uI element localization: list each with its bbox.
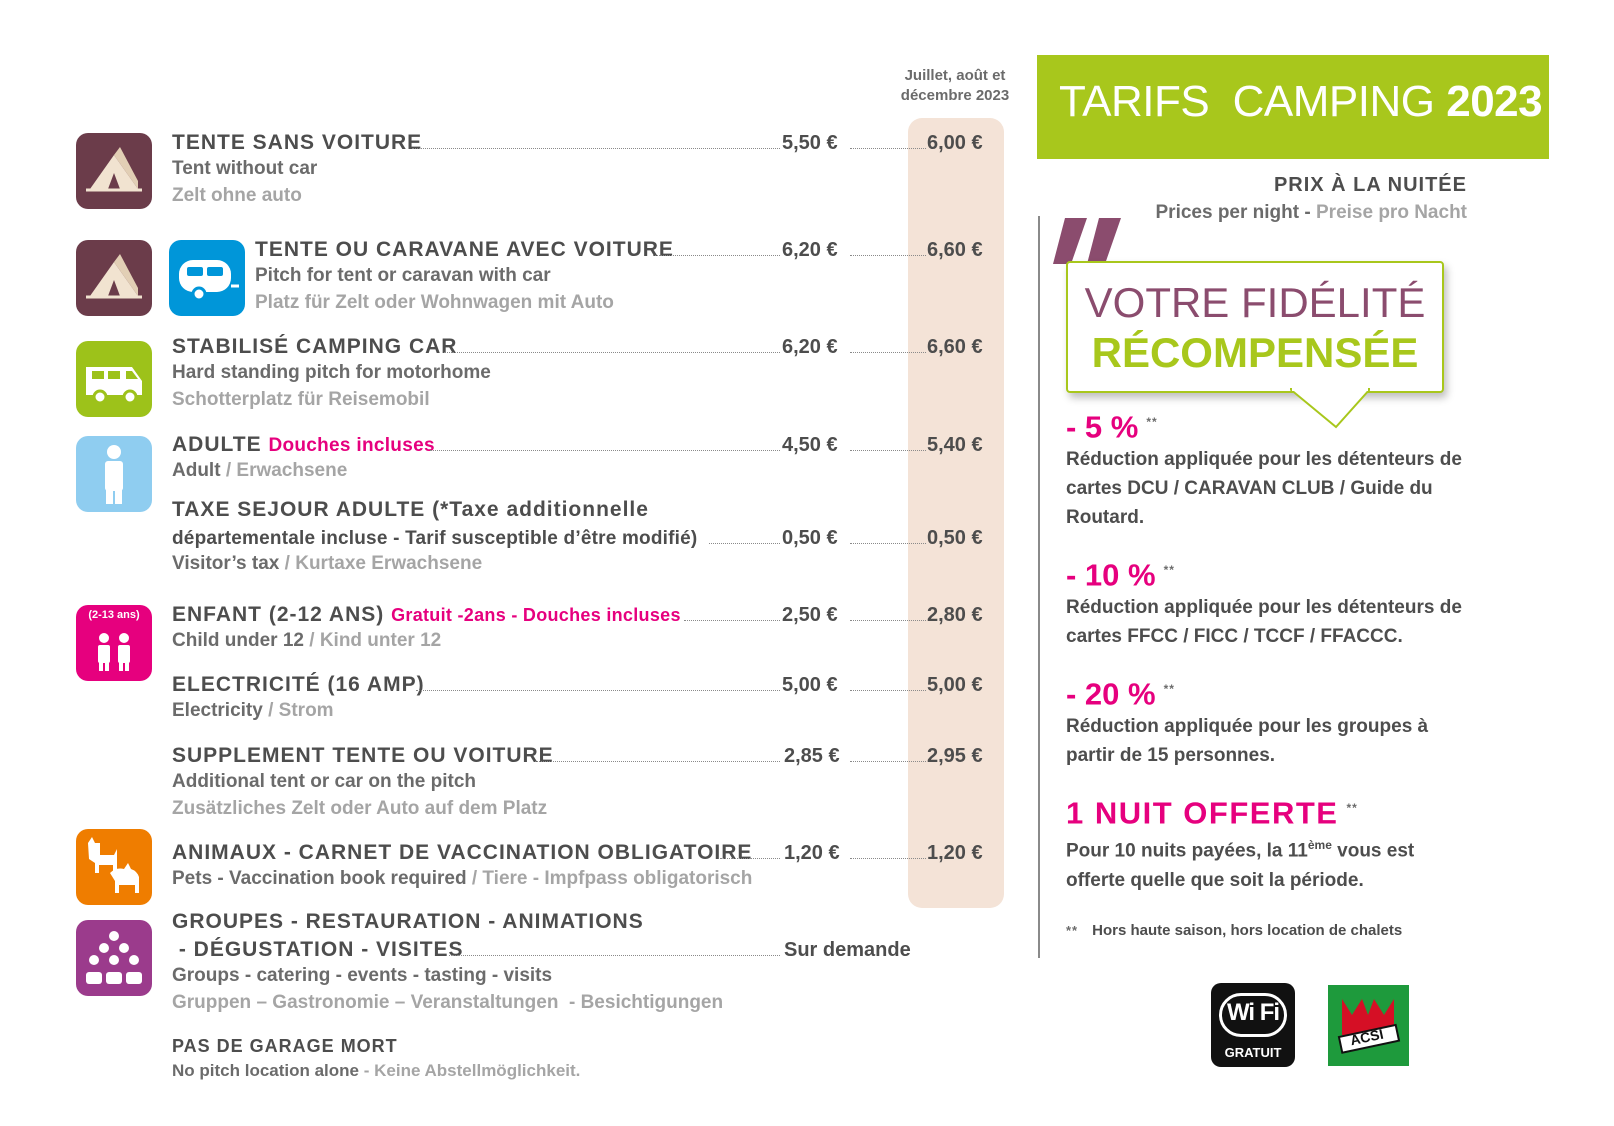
row-title: SUPPLEMENT TENTE OU VOITURE	[172, 744, 554, 767]
price-standard: 6,20 €	[782, 239, 838, 261]
per-night-en: Prices per night	[1155, 202, 1300, 223]
row-title: STABILISÉ CAMPING CAR	[172, 335, 458, 358]
price-standard: 6,20 €	[782, 336, 838, 358]
column-header-line2: décembre 2023	[900, 87, 1010, 104]
discount-text: Réduction appliquée pour les groupes à partir de 15 personnes.	[1066, 716, 1429, 767]
row-english: Groups - catering - events - tasting - visits	[172, 965, 553, 986]
row-title-line1: GROUPES - RESTAURATION - ANIMATIONS	[172, 910, 644, 933]
price-standard: 0,50 €	[782, 527, 838, 549]
offer-title: 1 NUIT OFFERTE	[1066, 795, 1339, 831]
caravan-icon	[169, 240, 245, 316]
discount-10: - 10 % ** Réduction appliquée pour les détenteurs de cartes FFCC / FICC / TCCF / FFACCC.	[1066, 552, 1466, 651]
row-german: Gruppen – Gastronomie – Veranstaltungen - Besichtigungen	[172, 992, 724, 1013]
row-english: Visitor’s tax	[172, 553, 280, 574]
footnote: ** Hors haute saison, hors location de chalets	[1066, 922, 1403, 939]
row-english: Tent without car	[172, 158, 318, 179]
row-title: TENTE SANS VOITURE	[172, 131, 423, 154]
loyalty-speech-bubble	[1066, 261, 1444, 393]
tent-icon	[76, 240, 152, 316]
row-title: ENFANT (2-12 ANS)	[172, 603, 385, 626]
row-english: Hard standing pitch for motorhome	[172, 362, 491, 383]
row-note: Douches incluses	[268, 435, 435, 456]
discount-value: - 10 %	[1066, 557, 1156, 593]
row-german: Zelt ohne auto	[172, 185, 302, 206]
price-row-tent-or-caravan-with-car	[255, 232, 983, 316]
row-note: Gratuit -2ans - Douches incluses	[391, 605, 681, 625]
price-standard: 4,50 €	[782, 434, 838, 456]
per-night-de: Preise pro Nacht	[1316, 202, 1467, 223]
price-row-child: ENFANT (2-12 ANS) Gratuit -2ans - Douches incluses 2,50 € 2,80 € Child under 12 / Kind unter 12	[172, 603, 983, 651]
title-year: 2023	[1446, 77, 1543, 126]
price-high-season: 5,00 €	[927, 674, 983, 696]
loyalty-line1: VOTRE FIDÉLITÉ	[1084, 279, 1426, 326]
child-icon	[76, 605, 152, 681]
row-title: ADULTE	[172, 433, 262, 456]
row-german: Platz für Zelt oder Wohnwagen mit Auto	[255, 292, 614, 313]
price-high-season: 2,80 €	[927, 604, 983, 626]
free-night-offer: 1 NUIT OFFERTE ** Pour 10 nuits payées, la 11ème vous est offerte quelle que soit la période.	[1066, 790, 1466, 895]
row-title: ELECTRICITÉ (16 AMP)	[172, 673, 425, 696]
groups-icon	[76, 920, 152, 996]
row-english: Pets - Vaccination book required	[172, 868, 467, 889]
row-german: Strom	[278, 700, 334, 721]
wifi-logo-subtext: GRATUIT	[1224, 1045, 1282, 1060]
price-row-visitor-tax: TAXE SEJOUR ADULTE (*Taxe additionnelle départementale incluse - Tarif susceptible d’être modifié) 0,50 € 0,50 € Visitor’s tax / Kurtaxe Erwachsene	[172, 498, 983, 574]
per-night-fr: PRIX À LA NUITÉE	[1273, 174, 1467, 196]
price-high-season: 2,95 €	[927, 745, 983, 767]
row-german: Tiere - Impfpass obligatorisch	[482, 868, 753, 889]
row-title: TENTE OU CARAVANE AVEC VOITURE	[255, 238, 674, 261]
price-row-groups	[172, 908, 912, 1016]
discount-text: Réduction appliquée pour les détenteurs de cartes DCU / CARAVAN CLUB / Guide du Routard.	[1066, 449, 1462, 529]
tent-icon	[76, 133, 152, 209]
no-dead-storage-note: PAS DE GARAGE MORT No pitch location alone - Keine Abstellmöglichkeit.	[172, 1034, 912, 1084]
row-german: Kurtaxe Erwachsene	[295, 553, 483, 574]
age-badge: (2-13 ans)	[88, 609, 140, 621]
price-standard: 5,00 €	[782, 674, 838, 696]
price-standard: 2,50 €	[782, 604, 838, 626]
price-standard: 2,85 €	[784, 745, 840, 767]
row-english: Pitch for tent or caravan with car	[255, 265, 551, 286]
discount-5: - 5 % ** Réduction appliquée pour les détenteurs de cartes DCU / CARAVAN CLUB / Guide du Routard.	[1066, 404, 1466, 532]
discount-20: - 20 % ** Réduction appliquée pour les groupes à partir de 15 personnes.	[1066, 671, 1466, 770]
divider-line	[1038, 216, 1040, 958]
high-season-column-header	[880, 66, 1030, 106]
row-title-line1: TAXE SEJOUR ADULTE (*Taxe additionnelle	[172, 498, 649, 521]
offer-text: Pour 10 nuits payées, la 11ème vous est offerte quelle que soit la période.	[1066, 838, 1415, 891]
wifi-free-logo	[1211, 983, 1295, 1067]
pets-icon	[76, 829, 152, 905]
per-night-translations: Prices per night - Preise pro Nacht	[1155, 202, 1467, 223]
price-row-adult: ADULTE Douches incluses 4,50 € 5,40 € Adult / Erwachsene	[172, 433, 983, 481]
row-german: Erwachsene	[236, 460, 348, 481]
high-season-column	[908, 118, 1004, 908]
row-german: Schotterplatz für Reisemobil	[172, 389, 430, 410]
row-title-line2: départementale incluse - Tarif susceptible d’être modifié)	[172, 528, 698, 549]
no-garage-de: Keine Abstellmöglichkeit.	[374, 1061, 581, 1080]
wifi-logo-text: Wi Fi	[1226, 999, 1280, 1026]
row-german: Kind unter 12	[319, 630, 442, 651]
price-high-season: 6,60 €	[927, 239, 983, 261]
discount-value: - 20 %	[1066, 676, 1156, 712]
price-high-season: 0,50 €	[927, 527, 983, 549]
no-garage-en: No pitch location alone	[172, 1061, 360, 1080]
price-row-pets: ANIMAUX - CARNET DE VACCINATION OBLIGATOIRE 1,20 € 1,20 € Pets - Vaccination book required / Tiere - Impfpass obligatorisch	[172, 841, 983, 889]
discount-text: Réduction appliquée pour les détenteurs de cartes FFCC / FICC / TCCF / FFACCC.	[1066, 597, 1462, 648]
motorhome-icon	[76, 341, 152, 417]
column-header-line1: Juillet, août et	[904, 67, 1006, 84]
adult-icon	[76, 436, 152, 512]
price-standard: 1,20 €	[784, 842, 840, 864]
price-row-motorhome	[172, 329, 983, 413]
acsi-logo	[1328, 985, 1409, 1066]
price-row-tent-without-car	[172, 125, 983, 209]
row-title-line2: - DÉGUSTATION - VISITES	[172, 938, 464, 961]
price-row-additional-tent-or-car	[172, 738, 983, 822]
row-german: Zusätzliches Zelt oder Auto auf dem Platz	[172, 798, 548, 819]
page-title: TARIFS CAMPING 2023	[1059, 77, 1543, 126]
loyalty-line2: RÉCOMPENSÉE	[1091, 329, 1419, 376]
row-english: Additional tent or car on the pitch	[172, 771, 476, 792]
row-english: Electricity	[172, 700, 263, 721]
price-high-season: 1,20 €	[927, 842, 983, 864]
price-row-electricity: ELECTRICITÉ (16 AMP) 5,00 € 5,00 € Electricity / Strom	[172, 673, 983, 721]
acsi-logo-text: ACSI	[1348, 1025, 1385, 1049]
title-banner	[1037, 55, 1549, 159]
price-high-season: 6,00 €	[927, 132, 983, 154]
price-standard: 5,50 €	[782, 132, 838, 154]
row-english: Child under 12	[172, 630, 304, 651]
price-high-season: 6,60 €	[927, 336, 983, 358]
no-garage-fr: PAS DE GARAGE MORT	[172, 1036, 398, 1056]
row-english: Adult	[172, 460, 221, 481]
price-on-request: Sur demande	[784, 939, 911, 961]
row-title: ANIMAUX - CARNET DE VACCINATION OBLIGATOIRE	[172, 841, 753, 864]
discount-value: - 5 %	[1066, 409, 1139, 445]
price-high-season: 5,40 €	[927, 434, 983, 456]
